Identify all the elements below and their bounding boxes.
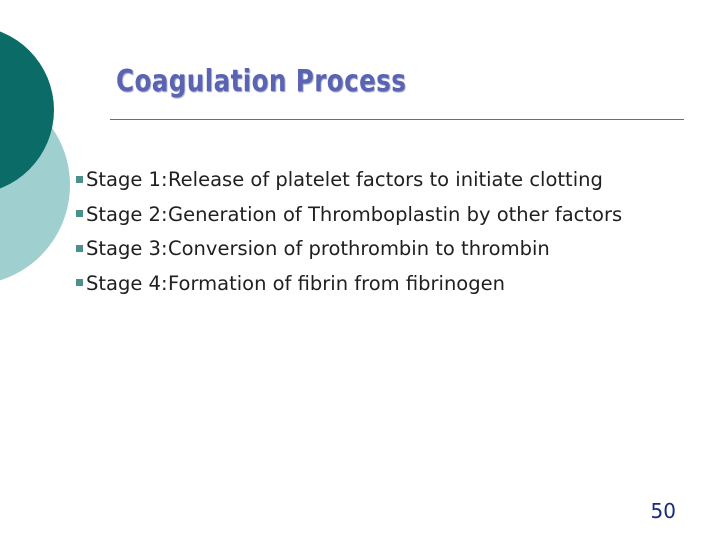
stage-label: Stage 2: — [86, 202, 168, 226]
square-bullet-icon — [76, 210, 83, 217]
bullet-item — [76, 267, 622, 302]
title-divider — [110, 119, 684, 120]
stage-label: Stage 4: — [86, 271, 168, 295]
square-bullet-icon — [76, 245, 83, 252]
slide-title: Coagulation Process — [116, 64, 407, 99]
bullet-item — [76, 198, 622, 233]
square-bullet-icon — [76, 176, 83, 183]
bullet-list — [76, 163, 622, 301]
stage-text: Conversion of prothrombin to thrombin — [168, 237, 550, 260]
stage-text: Release of platelet factors to initiate clotting — [168, 168, 603, 191]
stage-text: Generation of Thromboplastin by other factors — [168, 202, 623, 226]
square-bullet-icon — [76, 279, 83, 286]
bullet-item — [76, 232, 622, 267]
page-number: 50 — [650, 499, 676, 523]
bullet-item — [76, 163, 622, 198]
stage-text: Formation of fibrin from fibrinogen — [168, 271, 505, 295]
stage-label: Stage 3: — [86, 237, 168, 260]
stage-label: Stage 1: — [86, 168, 168, 191]
